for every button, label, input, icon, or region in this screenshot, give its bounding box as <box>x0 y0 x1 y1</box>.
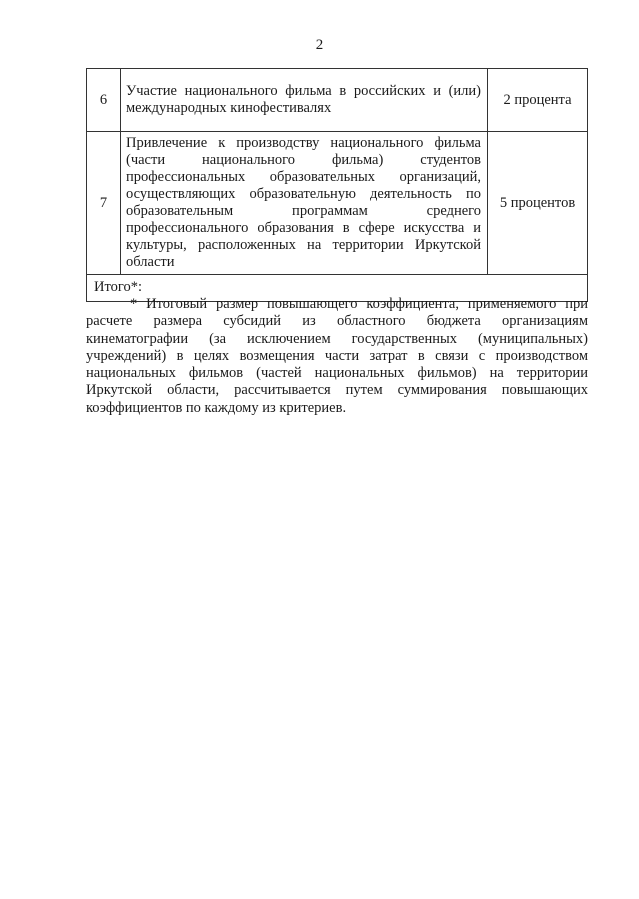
row-number: 7 <box>87 132 121 275</box>
table-row <box>87 132 588 275</box>
row-number: 6 <box>87 69 121 132</box>
criterion-description: Привлечение к производству национального фильма (части национального фильма) студентов профессиональных образовательных организаций, осуществляющих образовательную деятельность по образовательным программам среднего профессионального образования в сфере искусства и культуры, расположенных на территории Иркутской области <box>121 132 488 275</box>
coefficient-value: 2 процента <box>488 69 588 132</box>
coefficient-value: 5 процентов <box>488 132 588 275</box>
criteria-table <box>86 68 588 302</box>
table-row <box>87 69 588 132</box>
page-number: 2 <box>315 37 324 53</box>
footnote: * Итоговый размер повышающего коэффициента, применяемого при расчете размера субсидий из областного бюджета организациям кинематографии (за исключением государственных (муниципальных) учреждений) в целях возмещения части затрат в связи с производством национальных фильмов (частей национальных фильмов) на территории Иркутской области, рассчитывается путем суммирования повышающих коэффициентов по каждому из критериев. <box>86 296 588 416</box>
total-label: Итого*: <box>87 275 588 302</box>
criterion-description: Участие национального фильма в российских и (или) международных кинофестивалях <box>121 69 488 132</box>
